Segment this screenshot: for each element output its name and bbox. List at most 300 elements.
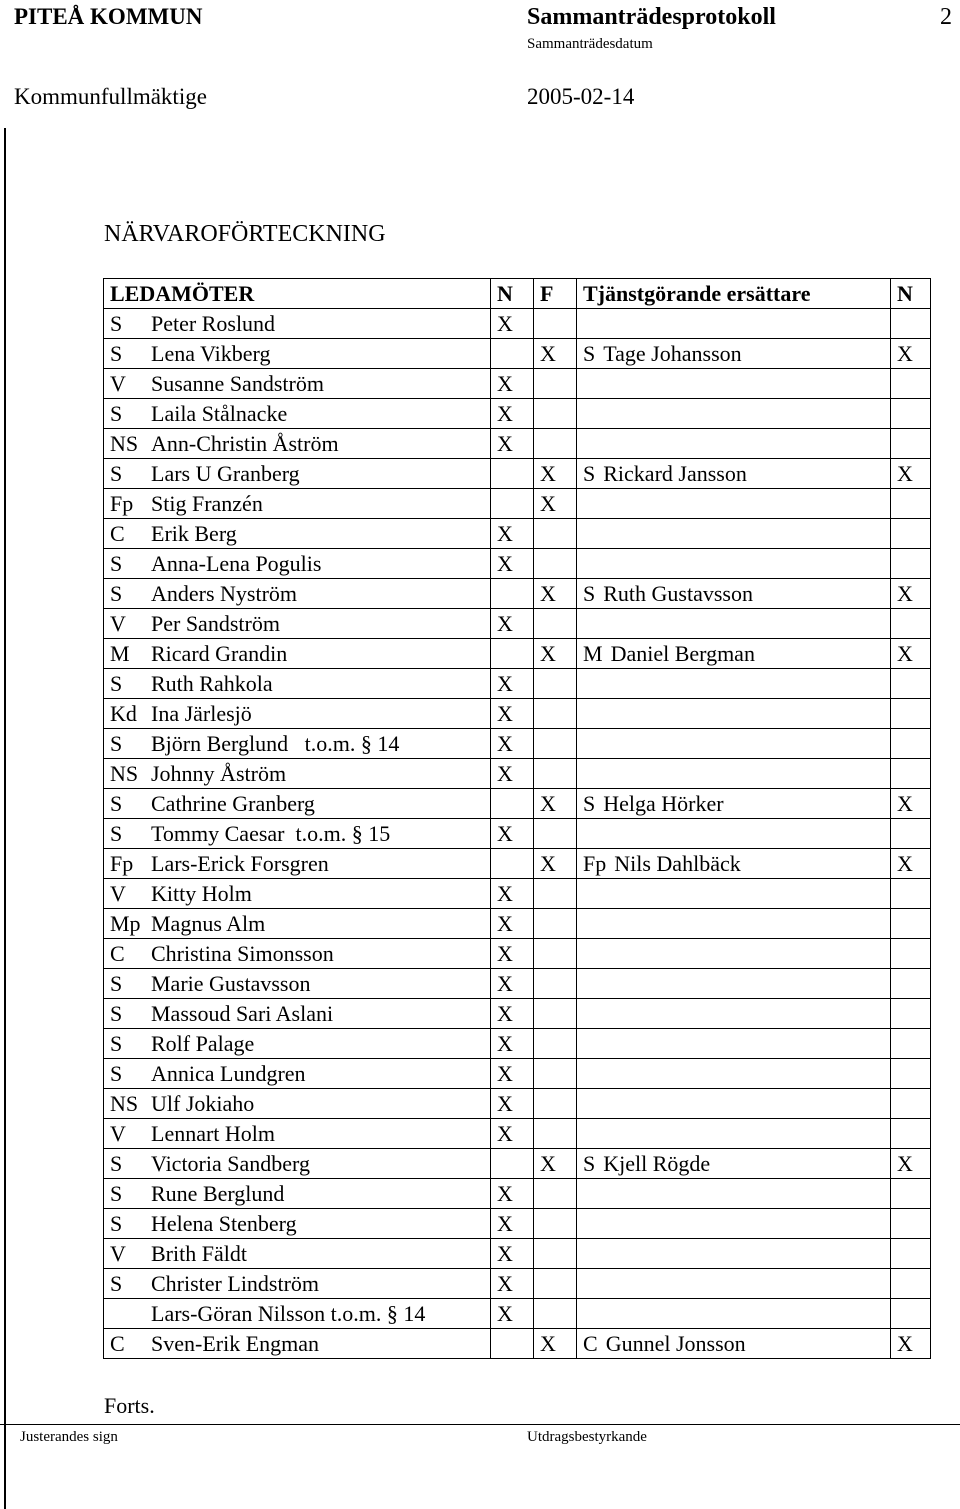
member-name: Per Sandström [151, 610, 280, 636]
table-row [104, 579, 931, 609]
substitute-cell [577, 489, 891, 519]
substitute-present-mark [891, 819, 931, 849]
substitute-present-mark: X [891, 1329, 931, 1359]
table-row [104, 789, 931, 819]
member-party: S [110, 1210, 123, 1236]
present-mark: X [491, 1059, 534, 1089]
present-mark: X [491, 939, 534, 969]
absent-mark: X [534, 339, 577, 369]
table-row [104, 1299, 931, 1329]
substitute-cell [577, 1119, 891, 1149]
absent-mark [534, 1269, 577, 1299]
substitute-present-mark [891, 879, 931, 909]
substitute-present-mark [891, 1269, 931, 1299]
absent-mark [534, 879, 577, 909]
attendance-table-body [104, 279, 931, 1359]
member-name: Anna-Lena Pogulis [151, 550, 322, 576]
present-mark: X [491, 669, 534, 699]
absent-mark [534, 369, 577, 399]
member-name: Ulf Jokiaho [151, 1090, 255, 1116]
substitute-cell [577, 879, 891, 909]
member-party: NS [110, 430, 139, 456]
absent-mark [534, 699, 577, 729]
table-row [104, 1209, 931, 1239]
substitute-present-mark [891, 1059, 931, 1089]
member-cell [104, 729, 491, 759]
member-cell [104, 819, 491, 849]
member-name: Peter Roslund [151, 310, 276, 336]
member-party: S [110, 580, 123, 606]
member-party: NS [110, 760, 139, 786]
substitute-cell [577, 579, 891, 609]
substitute-present-mark [891, 519, 931, 549]
member-name: Sven-Erik Engman [151, 1330, 320, 1356]
substitute-cell [577, 1029, 891, 1059]
member-cell [104, 1119, 491, 1149]
table-row [104, 879, 931, 909]
present-mark: X [491, 969, 534, 999]
substitute-present-mark: X [891, 639, 931, 669]
present-mark: X [491, 759, 534, 789]
substitute-cell [577, 819, 891, 849]
member-party: S [110, 1060, 123, 1086]
substitute-present-mark [891, 549, 931, 579]
member-party: S [110, 670, 123, 696]
member-name: Cathrine Granberg [151, 790, 315, 816]
member-cell [104, 1179, 491, 1209]
substitute-present-mark: X [891, 849, 931, 879]
member-name: Lars-Göran Nilsson t.o.m. § 14 [151, 1300, 426, 1326]
member-cell [104, 519, 491, 549]
table-row [104, 369, 931, 399]
substitute-present-mark [891, 429, 931, 459]
member-party: S [110, 790, 123, 816]
organization-name: PITEÅ KOMMUN [14, 4, 203, 29]
member-cell [104, 1209, 491, 1239]
present-mark [491, 459, 534, 489]
member-party: S [110, 1270, 123, 1296]
member-party: M [110, 640, 130, 666]
footer-divider [0, 1424, 960, 1425]
member-party: NS [110, 1090, 139, 1116]
substitute-present-mark [891, 939, 931, 969]
present-mark [491, 579, 534, 609]
table-row [104, 1059, 931, 1089]
substitute-present-mark [891, 1029, 931, 1059]
absent-mark: X [534, 789, 577, 819]
member-party: V [110, 370, 126, 396]
member-name: Susanne Sandström [151, 370, 324, 396]
margin-line [4, 128, 6, 1509]
substitute-cell [577, 519, 891, 549]
header-members: LEDAMÖTER [104, 279, 491, 309]
substitute-cell [577, 1059, 891, 1089]
member-party: S [110, 730, 123, 756]
absent-mark [534, 999, 577, 1029]
table-row [104, 459, 931, 489]
member-cell [104, 849, 491, 879]
member-cell [104, 879, 491, 909]
substitute-cell [577, 1209, 891, 1239]
table-row [104, 669, 931, 699]
member-name: Lars U Granberg [151, 460, 300, 486]
member-party: V [110, 610, 126, 636]
member-cell [104, 1299, 491, 1329]
substitute-cell [577, 429, 891, 459]
member-name: Tommy Caesar t.o.m. § 15 [151, 820, 391, 846]
member-cell [104, 1089, 491, 1119]
absent-mark: X [534, 849, 577, 879]
member-party: V [110, 880, 126, 906]
absent-mark [534, 399, 577, 429]
member-party: S [110, 970, 123, 996]
absent-mark [534, 429, 577, 459]
member-party: S [110, 400, 123, 426]
member-cell [104, 759, 491, 789]
table-row [104, 849, 931, 879]
absent-mark [534, 969, 577, 999]
member-name: Lars-Erick Forsgren [151, 850, 329, 876]
member-cell [104, 1269, 491, 1299]
substitute-party: S [583, 1150, 596, 1176]
table-row [104, 729, 931, 759]
attendance-table [103, 278, 931, 1359]
continued-note: Forts. [104, 1393, 155, 1418]
substitute-name: Ruth Gustavsson [603, 580, 753, 606]
member-party: S [110, 820, 123, 846]
member-party: S [110, 1180, 123, 1206]
member-name: Rune Berglund [151, 1180, 285, 1206]
substitute-cell [577, 939, 891, 969]
member-name: Helena Stenberg [151, 1210, 297, 1236]
member-party: Fp [110, 490, 134, 516]
substitute-name: Rickard Jansson [603, 460, 747, 486]
table-row [104, 639, 931, 669]
present-mark [491, 1149, 534, 1179]
table-row [104, 1239, 931, 1269]
substitute-party: Fp [583, 850, 607, 876]
table-row [104, 999, 931, 1029]
member-cell [104, 789, 491, 819]
substitute-cell [577, 729, 891, 759]
absent-mark [534, 1089, 577, 1119]
absent-mark: X [534, 1329, 577, 1359]
substitute-present-mark [891, 969, 931, 999]
member-name: Massoud Sari Aslani [151, 1000, 334, 1026]
present-mark: X [491, 609, 534, 639]
header-substitute-present: N [891, 279, 931, 309]
substitute-present-mark [891, 999, 931, 1029]
member-name: Kitty Holm [151, 880, 252, 906]
member-name: Victoria Sandberg [151, 1150, 310, 1176]
member-name: Lennart Holm [151, 1120, 276, 1146]
member-cell [104, 369, 491, 399]
member-name: Laila Stålnacke [151, 400, 288, 426]
substitute-present-mark [891, 1179, 931, 1209]
member-cell [104, 639, 491, 669]
absent-mark [534, 729, 577, 759]
member-party: S [110, 310, 123, 336]
table-row [104, 429, 931, 459]
absent-mark [534, 1299, 577, 1329]
table-row [104, 1149, 931, 1179]
substitute-cell [577, 639, 891, 669]
present-mark: X [491, 1179, 534, 1209]
substitute-cell [577, 1329, 891, 1359]
substitute-name: Gunnel Jonsson [605, 1330, 746, 1356]
member-cell [104, 909, 491, 939]
substitute-name: Helga Hörker [603, 790, 724, 816]
date-label: Sammanträdesdatum [527, 36, 653, 52]
present-mark: X [491, 429, 534, 459]
substitute-present-mark: X [891, 339, 931, 369]
substitute-cell [577, 999, 891, 1029]
present-mark: X [491, 1299, 534, 1329]
substitute-party: M [583, 640, 603, 666]
member-cell [104, 1329, 491, 1359]
member-cell [104, 1059, 491, 1089]
member-name: Anders Nyström [151, 580, 298, 606]
present-mark: X [491, 879, 534, 909]
member-cell [104, 459, 491, 489]
substitute-cell [577, 369, 891, 399]
present-mark: X [491, 699, 534, 729]
present-mark: X [491, 549, 534, 579]
substitute-present-mark [891, 1089, 931, 1119]
member-name: Ann-Christin Åström [151, 430, 339, 456]
absent-mark: X [534, 489, 577, 519]
substitute-cell [577, 759, 891, 789]
member-cell [104, 1029, 491, 1059]
substitute-present-mark [891, 759, 931, 789]
member-name: Erik Berg [151, 520, 237, 546]
substitute-cell [577, 1239, 891, 1269]
table-row [104, 609, 931, 639]
member-party: C [110, 1330, 125, 1356]
member-name: Lena Vikberg [151, 340, 271, 366]
member-cell [104, 309, 491, 339]
substitute-present-mark [891, 1239, 931, 1269]
present-mark: X [491, 1089, 534, 1119]
absent-mark [534, 1179, 577, 1209]
absent-mark [534, 669, 577, 699]
substitute-name: Kjell Rögde [603, 1150, 711, 1176]
substitute-cell [577, 1179, 891, 1209]
substitute-present-mark [891, 489, 931, 519]
member-cell [104, 609, 491, 639]
present-mark [491, 789, 534, 819]
header-present: N [491, 279, 534, 309]
absent-mark [534, 819, 577, 849]
present-mark: X [491, 1119, 534, 1149]
present-mark: X [491, 1029, 534, 1059]
member-name: Christina Simonsson [151, 940, 334, 966]
member-cell [104, 699, 491, 729]
member-party: Kd [110, 700, 137, 726]
member-party: S [110, 1000, 123, 1026]
member-name: Ruth Rahkola [151, 670, 273, 696]
member-party: S [110, 340, 123, 366]
member-party: S [110, 1150, 123, 1176]
table-row [104, 969, 931, 999]
member-cell [104, 1149, 491, 1179]
member-cell [104, 1239, 491, 1269]
absent-mark [534, 939, 577, 969]
substitute-present-mark: X [891, 789, 931, 819]
table-row [104, 549, 931, 579]
member-party: V [110, 1120, 126, 1146]
substitute-party: S [583, 460, 596, 486]
member-cell [104, 339, 491, 369]
member-party: Fp [110, 850, 134, 876]
table-row [104, 399, 931, 429]
table-row [104, 1269, 931, 1299]
present-mark: X [491, 519, 534, 549]
present-mark [491, 489, 534, 519]
substitute-cell [577, 609, 891, 639]
absent-mark [534, 909, 577, 939]
footer-signature-label: Justerandes sign [20, 1429, 118, 1445]
substitute-cell [577, 309, 891, 339]
member-party: C [110, 520, 125, 546]
substitute-party: S [583, 340, 596, 366]
present-mark [491, 1329, 534, 1359]
table-row [104, 489, 931, 519]
member-name: Brith Fäldt [151, 1240, 247, 1266]
absent-mark [534, 1239, 577, 1269]
substitute-name: Nils Dahlbäck [614, 850, 741, 876]
absent-mark [534, 1119, 577, 1149]
table-header-row [104, 279, 931, 309]
substitute-cell [577, 339, 891, 369]
absent-mark [534, 519, 577, 549]
footer-certification-label: Utdragsbestyrkande [527, 1429, 647, 1445]
table-row [104, 339, 931, 369]
present-mark: X [491, 369, 534, 399]
member-cell [104, 939, 491, 969]
substitute-present-mark [891, 369, 931, 399]
table-row [104, 939, 931, 969]
absent-mark [534, 1209, 577, 1239]
substitute-cell [577, 399, 891, 429]
absent-mark [534, 759, 577, 789]
absent-mark [534, 549, 577, 579]
member-cell [104, 489, 491, 519]
table-row [104, 1119, 931, 1149]
substitute-present-mark [891, 609, 931, 639]
present-mark: X [491, 909, 534, 939]
substitute-cell [577, 909, 891, 939]
substitute-present-mark [891, 669, 931, 699]
member-cell [104, 969, 491, 999]
member-name: Annica Lundgren [151, 1060, 306, 1086]
substitute-cell [577, 1299, 891, 1329]
table-row [104, 909, 931, 939]
substitute-present-mark: X [891, 579, 931, 609]
substitute-present-mark [891, 1209, 931, 1239]
substitute-cell [577, 459, 891, 489]
present-mark [491, 639, 534, 669]
member-name: Johnny Åström [151, 760, 287, 786]
substitute-party: C [583, 1330, 598, 1356]
substitute-cell [577, 1149, 891, 1179]
table-row [104, 1089, 931, 1119]
table-row [104, 1329, 931, 1359]
present-mark: X [491, 1239, 534, 1269]
present-mark: X [491, 1269, 534, 1299]
substitute-cell [577, 849, 891, 879]
substitute-name: Tage Johansson [603, 340, 742, 366]
member-name: Rolf Palage [151, 1030, 255, 1056]
member-name: Magnus Alm [151, 910, 266, 936]
substitute-cell [577, 1269, 891, 1299]
substitute-name: Daniel Bergman [610, 640, 755, 666]
assembly-name: Kommunfullmäktige [14, 84, 207, 109]
absent-mark: X [534, 459, 577, 489]
member-name: Marie Gustavsson [151, 970, 311, 996]
member-party: S [110, 550, 123, 576]
substitute-present-mark [891, 729, 931, 759]
substitute-cell [577, 1089, 891, 1119]
member-party: V [110, 1240, 126, 1266]
substitute-present-mark [891, 699, 931, 729]
absent-mark [534, 309, 577, 339]
substitute-present-mark: X [891, 1149, 931, 1179]
table-row [104, 519, 931, 549]
substitute-cell [577, 969, 891, 999]
present-mark [491, 339, 534, 369]
substitute-cell [577, 669, 891, 699]
member-name: Christer Lindström [151, 1270, 320, 1296]
member-party: Mp [110, 910, 141, 936]
table-row [104, 309, 931, 339]
member-name: Björn Berglund t.o.m. § 14 [151, 730, 400, 756]
member-name: Ricard Grandin [151, 640, 288, 666]
substitute-cell [577, 789, 891, 819]
member-party: S [110, 1030, 123, 1056]
substitute-present-mark: X [891, 459, 931, 489]
member-cell [104, 399, 491, 429]
present-mark: X [491, 309, 534, 339]
member-cell [104, 549, 491, 579]
member-cell [104, 579, 491, 609]
present-mark: X [491, 819, 534, 849]
member-cell [104, 669, 491, 699]
table-row [104, 759, 931, 789]
present-mark: X [491, 729, 534, 759]
member-name: Ina Järlesjö [151, 700, 252, 726]
section-title: NÄRVAROFÖRTECKNING [104, 221, 386, 247]
present-mark: X [491, 1209, 534, 1239]
absent-mark [534, 609, 577, 639]
absent-mark [534, 1029, 577, 1059]
present-mark [491, 849, 534, 879]
absent-mark: X [534, 1149, 577, 1179]
member-party: S [110, 460, 123, 486]
page-number: 2 [940, 4, 952, 30]
substitute-present-mark [891, 1299, 931, 1329]
absent-mark: X [534, 639, 577, 669]
substitute-present-mark [891, 399, 931, 429]
meeting-date: 2005-02-14 [527, 84, 635, 109]
substitute-present-mark [891, 1119, 931, 1149]
header-substitutes: Tjänstgörande ersättare [577, 279, 891, 309]
table-row [104, 819, 931, 849]
member-cell [104, 999, 491, 1029]
present-mark: X [491, 399, 534, 429]
member-party: C [110, 940, 125, 966]
substitute-party: S [583, 790, 596, 816]
